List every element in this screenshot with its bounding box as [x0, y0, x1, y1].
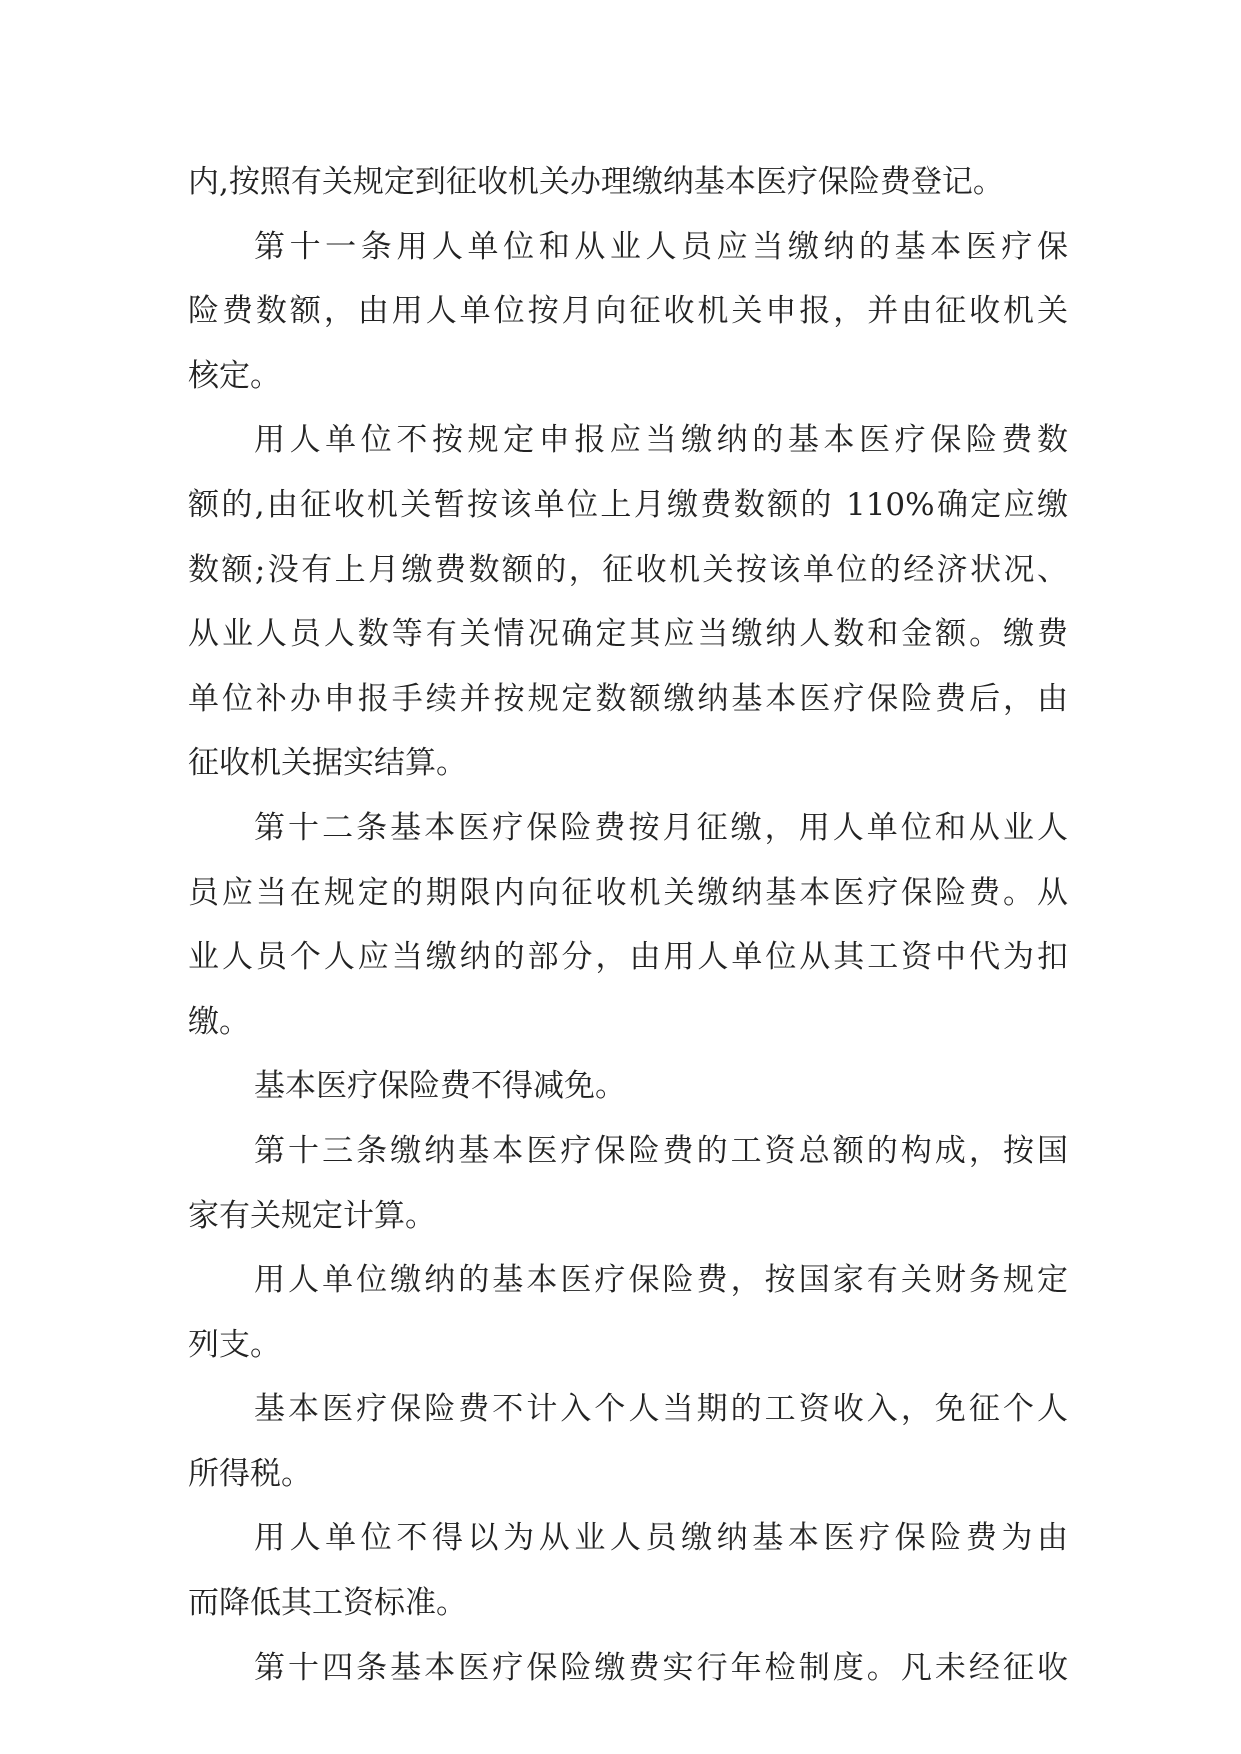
document-line: 第十一条用人单位和从业人员应当缴纳的基本医疗保: [254, 228, 1068, 265]
document-line: 缴。: [188, 1003, 250, 1040]
document-line: 而降低其工资标准。: [188, 1585, 467, 1622]
document-line: 所得税。: [188, 1455, 312, 1492]
document-line: 员应当在规定的期限内向征收机关缴纳基本医疗保险费。从: [188, 874, 1068, 911]
document-line: 基本医疗保险费不计入个人当期的工资收入，免征个人: [254, 1391, 1068, 1428]
document-line: 列支。: [188, 1326, 281, 1363]
document-line: 单位补办申报手续并按规定数额缴纳基本医疗保险费后，由: [188, 680, 1068, 717]
document-line: 基本医疗保险费不得减免。: [254, 1068, 626, 1105]
document-line: 家有关规定计算。: [188, 1197, 436, 1234]
document-line: 第十四条基本医疗保险缴费实行年检制度。凡未经征收: [254, 1649, 1068, 1686]
document-line: 业人员个人应当缴纳的部分，由用人单位从其工资中代为扣: [188, 939, 1068, 976]
document-line: 核定。: [188, 357, 281, 394]
document-line: 险费数额，由用人单位按月向征收机关申报，并由征收机关: [188, 293, 1068, 330]
document-line: 第十三条缴纳基本医疗保险费的工资总额的构成，按国: [254, 1132, 1068, 1169]
document-line: 内,按照有关规定到征收机关办理缴纳基本医疗保险费登记。: [188, 164, 1004, 200]
document-line: 从业人员人数等有关情况确定其应当缴纳人数和金额。缴费: [188, 616, 1068, 653]
document-line: 用人单位缴纳的基本医疗保险费，按国家有关财务规定: [254, 1262, 1068, 1299]
document-line: 额的,由征收机关暂按该单位上月缴费数额的 110%确定应缴: [188, 486, 1068, 523]
document-line: 用人单位不按规定申报应当缴纳的基本医疗保险费数: [254, 422, 1068, 459]
document-line: 第十二条基本医疗保险费按月征缴，用人单位和从业人: [254, 809, 1068, 846]
document-line: 数额;没有上月缴费数额的，征收机关按该单位的经济状况、: [188, 551, 1068, 588]
document-line: 征收机关据实结算。: [188, 745, 467, 782]
document-line: 用人单位不得以为从业人员缴纳基本医疗保险费为由: [254, 1520, 1068, 1557]
document-body: [188, 150, 1068, 1700]
